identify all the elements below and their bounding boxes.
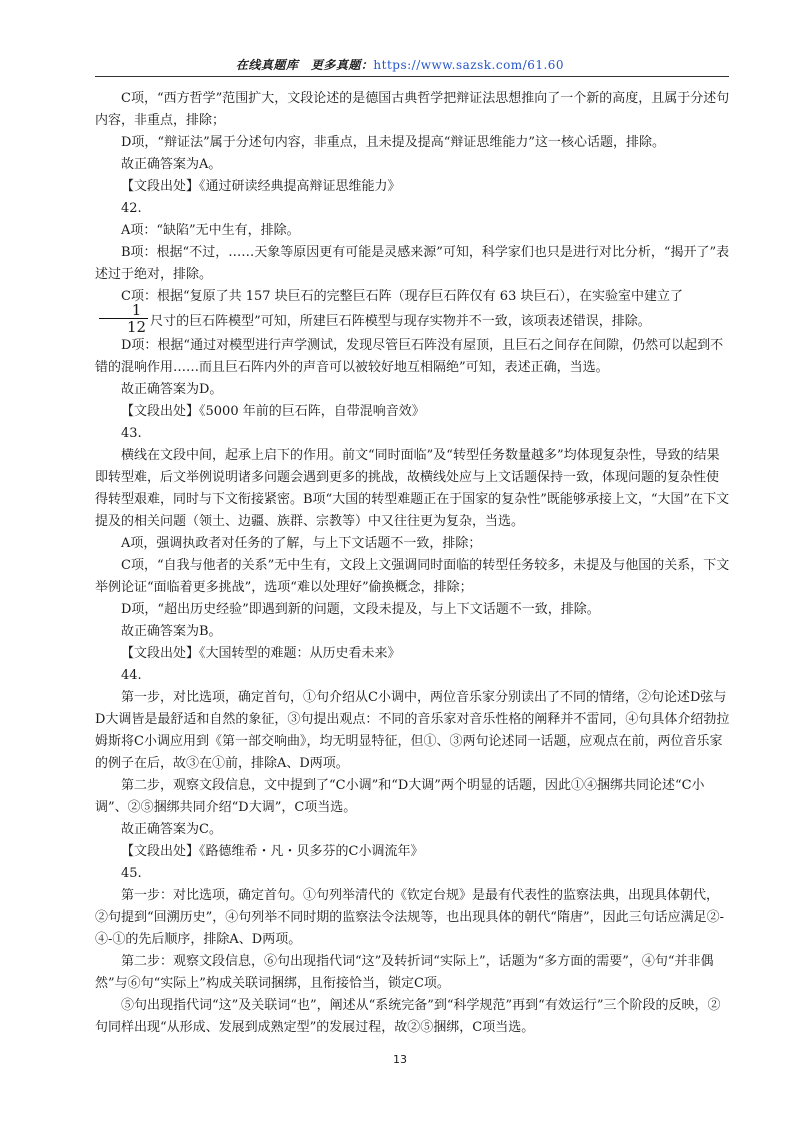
header-link[interactable]: https://www.sazsk.com/61.60 xyxy=(373,58,565,72)
paragraph-text: 【文段出处】《5000 年前的巨石阵，自带混响音效》 xyxy=(121,404,425,419)
paragraph xyxy=(95,286,731,335)
header-label: 在线真题库 更多真题： xyxy=(235,58,374,72)
paragraph-text: 44. xyxy=(121,668,142,683)
paragraph xyxy=(95,220,731,242)
paragraph xyxy=(95,687,731,775)
paragraph xyxy=(95,665,731,687)
paragraph-text: 42. xyxy=(121,201,142,216)
paragraph-text: D项，“辩证法”属于分述句内容，非重点，且未提及提高“辩证思维能力”这一核心话题，排除。 xyxy=(121,135,666,150)
paragraph xyxy=(95,401,731,423)
paragraph xyxy=(95,423,731,445)
paragraph xyxy=(95,863,731,885)
document-body xyxy=(95,88,731,1039)
paragraph-text: D项：根据“通过对模型进行声学测试，发现尽管巨石阵没有屋顶，且巨石之间存在间隙，仍然可以起到不错的混响作用……而且巨石阵内外的声音可以被较好地互相隔绝”可知，表述正确，当选。 xyxy=(95,338,724,375)
paragraph-text: 故正确答案为D。 xyxy=(121,382,223,397)
paragraph xyxy=(95,995,731,1039)
paragraph xyxy=(95,643,731,665)
paragraph xyxy=(95,555,731,599)
paragraph xyxy=(95,819,731,841)
paragraph-text: 45. xyxy=(121,866,142,881)
paragraph xyxy=(95,335,731,379)
paragraph xyxy=(95,132,731,154)
paragraph-text: 【文段出处】《大国转型的难题：从历史看未来》 xyxy=(121,646,401,661)
paragraph-text: A项：“缺陷”无中生有，排除。 xyxy=(121,223,300,238)
paragraph xyxy=(95,242,731,286)
paragraph xyxy=(95,445,731,533)
fraction-denominator: 12 xyxy=(127,318,147,336)
paragraph-text: 故正确答案为C。 xyxy=(121,822,222,837)
paragraph xyxy=(95,533,731,555)
paragraph-text: 第二步，观察文段信息，文中提到了“C小调”和“D大调”两个明显的话题，因此①④捆绑共同论述“C小调”、②⑤捆绑共同介绍“D大调”，C项当选。 xyxy=(95,778,705,815)
paragraph xyxy=(95,88,731,132)
paragraph xyxy=(95,599,731,621)
fraction xyxy=(99,302,148,335)
paragraph-text: C项，“西方哲学”范围扩大，文段论述的是德国古典哲学把辩证法思想推向了一个新的高度，且属于分述句内容，非重点，排除； xyxy=(95,91,730,128)
paragraph-text: C项：根据“复原了共 157 块巨石的完整巨石阵（现存巨石阵仅有 63 块巨石），在实验室中建立了 xyxy=(121,289,683,304)
paragraph-text: ⑤句出现指代词“这”及关联词“也”，阐述从“系统完备”到“科学规范”再到“有效运行”三个阶段的反映，②句同样出现“从形成、发展到成熟定型”的发展过程，故②⑤捆绑，C项当选。 xyxy=(95,998,721,1035)
paragraph-text: 故正确答案为A。 xyxy=(121,157,222,172)
paragraph-text: A项，强调执政者对任务的了解，与上下文话题不一致，排除； xyxy=(121,536,482,551)
page-number: 13 xyxy=(393,1053,407,1066)
paragraph xyxy=(95,154,731,176)
paragraph-text: D项，“超出历史经验”即遇到新的问题，文段未提及，与上下文话题不一致，排除。 xyxy=(121,602,600,617)
fraction-numerator: 1 xyxy=(99,302,148,319)
paragraph-text: 第一步：对比选项，确定首句。①句列举清代的《钦定台规》是最有代表性的监察法典，出现具体朝代，②句提到“回溯历史”，④句列举不同时期的监察法令法规等，也出现具体的朝代“隋唐”，因此三句话应满足②-④-①的先后顺序，排除A、D两项。 xyxy=(95,888,724,947)
paragraph xyxy=(95,621,731,643)
paragraph xyxy=(95,885,731,951)
header-divider xyxy=(95,76,729,77)
paragraph-text: 第二步：观察文段信息，⑥句出现指代词“这”及转折词“实际上”，话题为“多方面的需要”，④句“并非偶然”与⑥句“实际上”构成关联词捆绑，且衔接恰当，锁定C项。 xyxy=(95,954,714,991)
paragraph-text: 横线在文段中间，起承上启下的作用。前文“同时面临”及“转型任务数量越多”均体现复杂性，导致的结果即转型难，后文举例说明诸多问题会遇到更多的挑战，故横线处应与上文话题保持一致，体现问题的复杂性使得转型艰难，同时与下文衔接紧密。B项“大国的转型难题正在于国家的复杂性”既能够承接上文，“大国”在下文提及的相关问题（领土、边疆、族群、宗教等）中又往往更为复杂，当选。 xyxy=(95,448,730,529)
paragraph-text: 第一步，对比选项，确定首句，①句介绍从C小调中，两位音乐家分别读出了不同的情绪，②句论述D弦与D大调皆是最舒适和自然的象征，③句提出观点：不同的音乐家对音乐性格的阐释并不雷同，④句具体介绍勃拉姆斯将C小调应用到《第一部交响曲》，均无明显特征，但①、③两句论述同一话题，应观点在前，两位音乐家的例子在后，故③在①前，排除A、D两项。 xyxy=(95,690,730,771)
paragraph-text-continued: 尺寸的巨石阵模型”可知，所建巨石阵模型与现存实物并不一致，该项表述错误，排除。 xyxy=(150,314,651,329)
paragraph-text: 43. xyxy=(121,426,142,441)
paragraph-text: 故正确答案为B。 xyxy=(121,624,222,639)
paragraph xyxy=(95,176,731,198)
paragraph xyxy=(95,841,731,863)
page-header xyxy=(0,56,800,73)
paragraph xyxy=(95,775,731,819)
paragraph-text: C项，“自我与他者的关系”无中生有，文段上文强调同时面临的转型任务较多，未提及与他国的关系，下文举例论证“面临着更多挑战”，选项“难以处理好”偷换概念，排除； xyxy=(95,558,730,595)
paragraph xyxy=(95,379,731,401)
paragraph-text: 【文段出处】《路德维希・凡・贝多芬的C小调流年》 xyxy=(121,844,424,859)
paragraph xyxy=(95,198,731,220)
paragraph xyxy=(95,951,731,995)
paragraph-text: B项：根据“不过，……天象等原因更有可能是灵感来源”可知，科学家们也只是进行对比分析，“揭开了”表述过于绝对，排除。 xyxy=(95,245,730,282)
paragraph-text: 【文段出处】《通过研读经典提高辩证思维能力》 xyxy=(121,179,401,194)
